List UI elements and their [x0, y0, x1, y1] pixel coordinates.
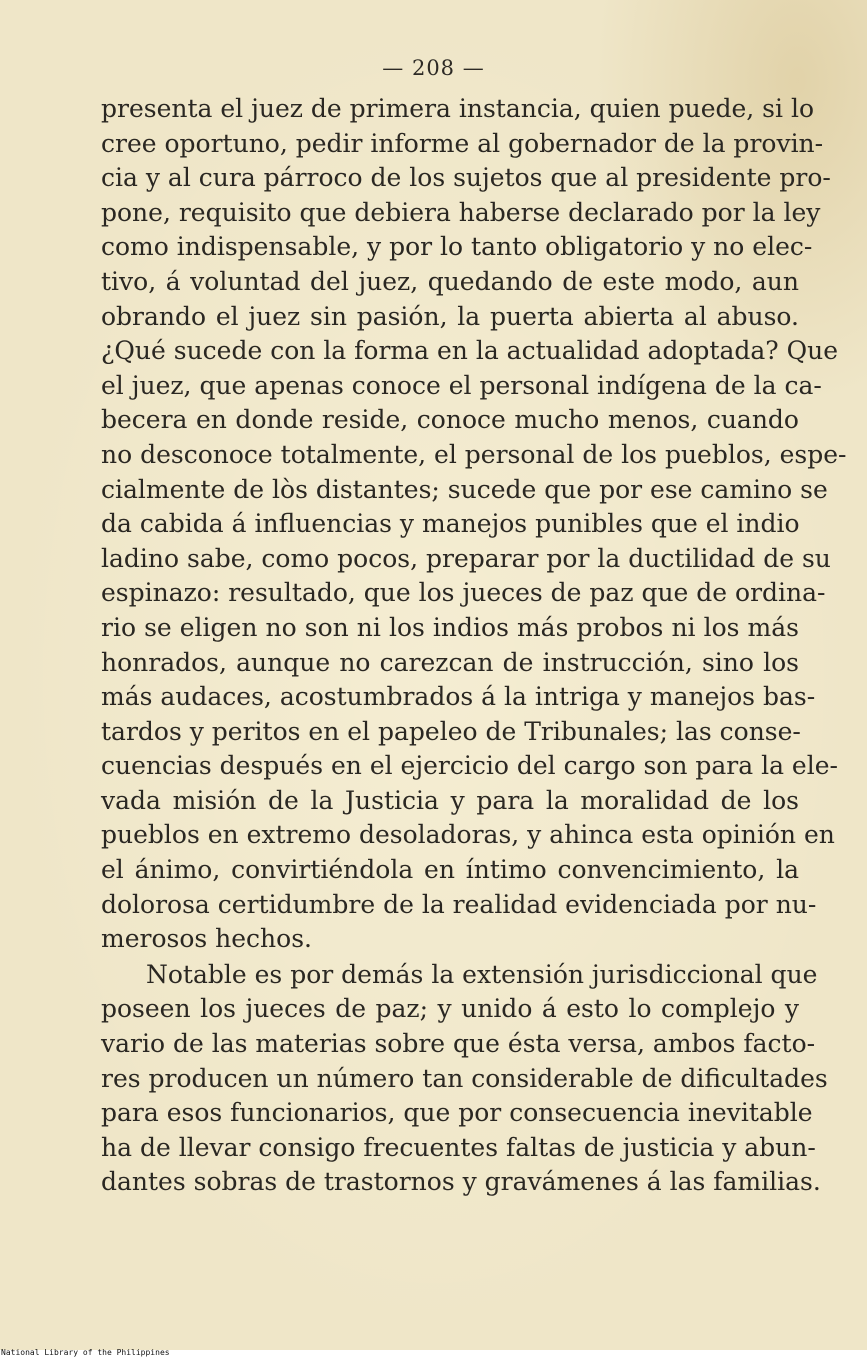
text-line: cree oportuno, pedir informe al gobernador de la provin- [101, 128, 824, 158]
library-watermark: National Library of the Philippines [1, 1348, 170, 1357]
text-line: para esos funcionarios, que por consecuencia inevitable [101, 1098, 813, 1128]
text-line: poseen los jueces de paz; y unido á esto lo complejo y [101, 994, 799, 1024]
text-line: pueblos en extremo desoladoras, y ahinca esta opinión en [101, 820, 835, 850]
text-line: más audaces, acostumbrados á la intriga y manejos bas- [101, 682, 816, 712]
text-line: vada misión de la Justicia y para la moralidad de los [101, 785, 799, 815]
text-line: el juez, que apenas conoce el personal indígena de la ca- [101, 370, 822, 400]
text-line: el ánimo, convirtiéndola en íntimo convencimiento, la [101, 855, 799, 885]
text-line: res producen un número tan considerable de dificultades [101, 1063, 828, 1093]
text-line: como indispensable, y por lo tanto obligatorio y no elec- [101, 232, 813, 262]
text-line: cia y al cura párroco de los sujetos que al presidente pro- [101, 163, 831, 193]
body-text [101, 92, 847, 1200]
text-line: no desconoce totalmente, el personal de los pueblos, espe- [101, 439, 847, 469]
page-number: — 208 — [382, 56, 485, 80]
text-line: espinazo: resultado, que los jueces de paz que de ordina- [101, 578, 826, 608]
text-line: ladino sabe, como pocos, preparar por la ductilidad de su [101, 543, 831, 573]
text-line: da cabida á influencias y manejos punibles que el indio [101, 509, 800, 539]
text-line: ¿Qué sucede con la forma en la actualidad adoptada? Que [101, 336, 839, 366]
text-line: ha de llevar consigo frecuentes faltas de justicia y abun- [101, 1132, 816, 1162]
text-line: honrados, aunque no carezcan de instrucción, sino los [101, 647, 799, 677]
text-line: merosos hechos. [101, 924, 312, 954]
text-line: vario de las materias sobre que ésta versa, ambos facto- [101, 1029, 816, 1059]
text-line: pone, requisito que debiera haberse declarado por la ley [101, 197, 821, 227]
paragraph-1 [101, 92, 847, 957]
text-line: Notable es por demás la extensión jurisdiccional que [146, 959, 818, 989]
text-line: obrando el juez sin pasión, la puerta abierta al abuso. [101, 301, 799, 331]
text-line: cialmente de lòs distantes; sucede que por ese camino se [101, 474, 828, 504]
text-line: tardos y peritos en el papeleo de Tribunales; las conse- [101, 716, 801, 746]
text-line: dolorosa certidumbre de la realidad evidenciada por nu- [101, 889, 817, 919]
text-line: cuencias después en el ejercicio del cargo son para la ele- [101, 751, 838, 781]
text-line: becera en donde reside, conoce mucho menos, cuando [101, 405, 799, 435]
text-line: presenta el juez de primera instancia, quien puede, si lo [101, 94, 815, 123]
text-line: tivo, á voluntad del juez, quedando de este modo, aun [101, 266, 799, 296]
text-line: dantes sobras de trastornos y gravámenes á las familias. [101, 1167, 821, 1197]
paragraph-2 [101, 958, 828, 1200]
text-line: rio se eligen no son ni los indios más probos ni los más [101, 612, 799, 642]
